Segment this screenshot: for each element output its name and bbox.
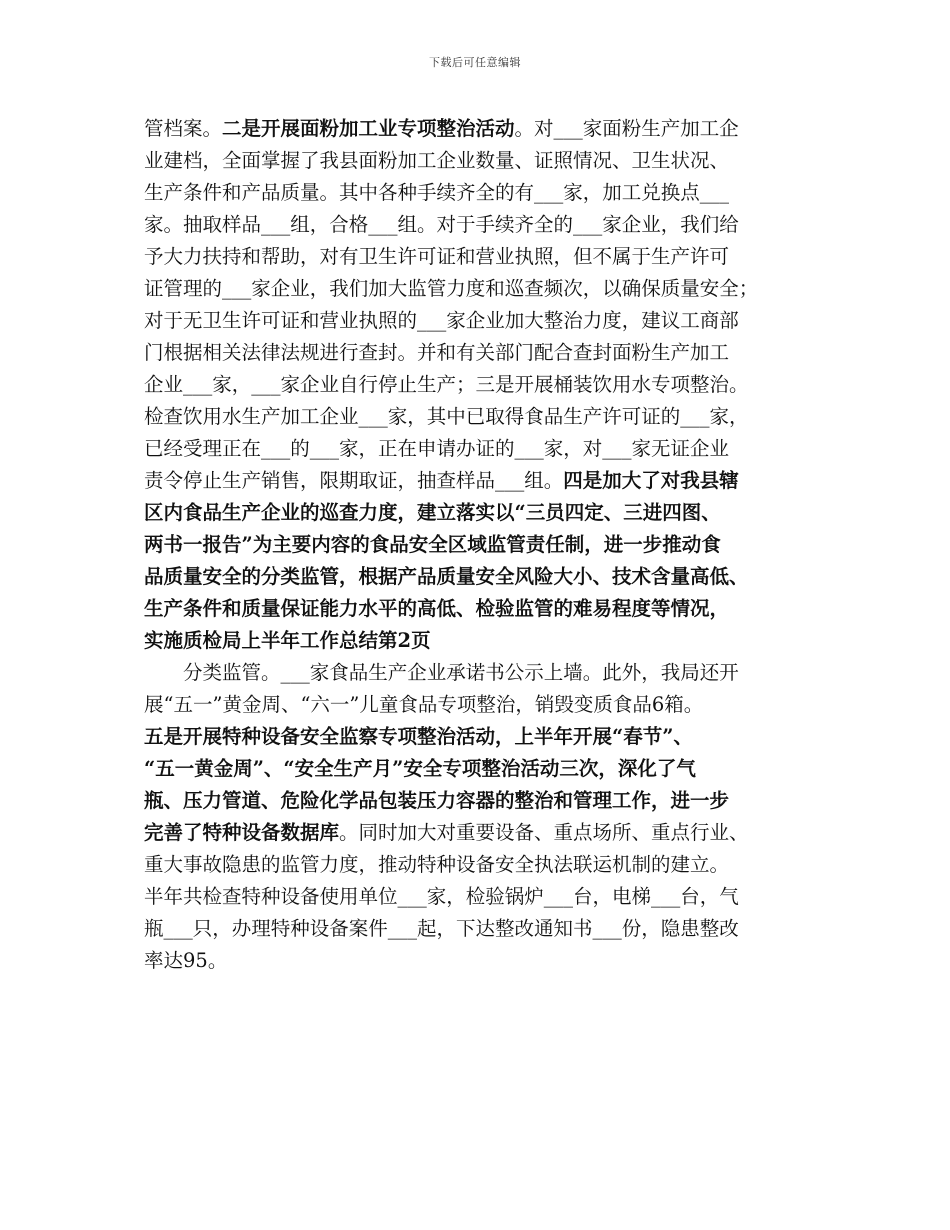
- text-line: [144, 689, 824, 721]
- bold-text-segment: 瓶、压力管道、危险化学品包装压力容器的整治和管理工作，进一步: [144, 789, 730, 812]
- bold-text-segment: 四是加大了对我县辖: [563, 469, 739, 492]
- text-segment: 。同时加大对重要设备、重点场所、重点行业、: [339, 821, 749, 844]
- bold-text-segment: 实施质检局上半年工作总结第2页: [144, 629, 431, 652]
- bold-text-segment: “五一黄金周”、“安全生产月”安全专项整治活动三次，深化了气: [144, 757, 696, 780]
- text-segment: 率达95。: [144, 949, 228, 972]
- text-line: [144, 785, 824, 817]
- bold-text-segment: 区内食品生产企业的巡查力度，建立落实以“三员四定、三进四图、: [144, 501, 721, 524]
- text-line: [144, 241, 824, 273]
- bold-text-segment: 两书一报告”为主要内容的食品安全区域监管责任制，进一步推动食: [144, 533, 721, 556]
- page-header: 下载后可任意编辑: [429, 56, 521, 69]
- text-line: [144, 945, 824, 977]
- text-segment: 对于无卫生许可证和营业执照的___家企业加大整治力度，建议工商部: [144, 309, 739, 332]
- text-line: [144, 657, 824, 689]
- bold-text-segment: 品质量安全的分类监管，根据产品质量安全风险大小、技术含量高低、: [144, 565, 749, 588]
- text-segment: 家。抽取样品___组，合格___组。对于手续齐全的___家企业，我们给: [144, 213, 739, 236]
- text-line: [144, 593, 824, 625]
- text-segment: 已经受理正在___的___家，正在申请办证的___家，对___家无证企业: [144, 437, 730, 460]
- text-segment: 管档案。: [144, 117, 223, 140]
- text-line: [144, 529, 824, 561]
- text-segment: 门根据相关法律法规进行查封。并和有关部门配合查封面粉生产加工: [144, 341, 730, 364]
- text-segment: 业建档，全面掌握了我县面粉加工企业数量、证照情况、卫生状况、: [144, 149, 730, 172]
- text-line: [144, 465, 824, 497]
- text-line: [144, 625, 824, 657]
- text-line: [144, 369, 824, 401]
- text-line: [144, 337, 824, 369]
- text-segment: 企业___家，___家企业自行停止生产；三是开展桶装饮用水专项整治。: [144, 373, 749, 396]
- bold-text-segment: 二是开展面粉加工业专项整治活动: [222, 117, 515, 140]
- text-segment: 检查饮用水生产加工企业___家，其中已取得食品生产许可证的___家，: [144, 405, 749, 428]
- text-line: [144, 273, 824, 305]
- text-segment: 证管理的___家企业，我们加大监管力度和巡查频次，以确保质量安全；: [144, 277, 759, 300]
- text-segment: 予大力扶持和帮助，对有卫生许可证和营业执照，但不属于生产许可: [144, 245, 730, 268]
- text-segment: 生产条件和产品质量。其中各种手续齐全的有___家，加工兑换点___: [144, 181, 730, 204]
- text-line: [144, 497, 824, 529]
- text-segment: 。对___家面粉生产加工企: [514, 117, 739, 140]
- document-body: [144, 113, 824, 977]
- text-line: [144, 177, 824, 209]
- text-line: [144, 305, 824, 337]
- text-line: [144, 817, 824, 849]
- text-line: [144, 721, 824, 753]
- text-line: [144, 209, 824, 241]
- bold-text-segment: 五是开展特种设备安全监察专项整治活动，上半年开展“春节”、: [144, 725, 693, 748]
- text-line: [144, 401, 824, 433]
- text-line: [144, 753, 824, 785]
- text-segment: 责令停止生产销售，限期取证，抽查样品___组。: [144, 469, 564, 492]
- text-line: [144, 881, 824, 913]
- text-line: [144, 433, 824, 465]
- text-line: [144, 913, 824, 945]
- text-segment: 展“五一”黄金周、“六一”儿童食品专项整治，销毁变质食品6箱。: [144, 693, 704, 716]
- text-segment: 重大事故隐患的监管力度，推动特种设备安全执法联运机制的建立。: [144, 853, 730, 876]
- text-segment: 瓶___只，办理特种设备案件___起，下达整改通知书___份，隐患整改: [144, 917, 739, 940]
- text-line: [144, 145, 824, 177]
- text-line: [144, 561, 824, 593]
- text-segment: 半年共检查特种设备使用单位___家，检验锅炉___台，电梯___台，气: [144, 885, 739, 908]
- text-line: [144, 113, 824, 145]
- text-segment: 分类监管。___家食品生产企业承诺书公示上墙。此外，我局还开: [183, 661, 739, 684]
- bold-text-segment: 完善了特种设备数据库: [144, 821, 340, 844]
- bold-text-segment: 生产条件和质量保证能力水平的高低、检验监管的难易程度等情况，: [144, 597, 730, 620]
- text-line: [144, 849, 824, 881]
